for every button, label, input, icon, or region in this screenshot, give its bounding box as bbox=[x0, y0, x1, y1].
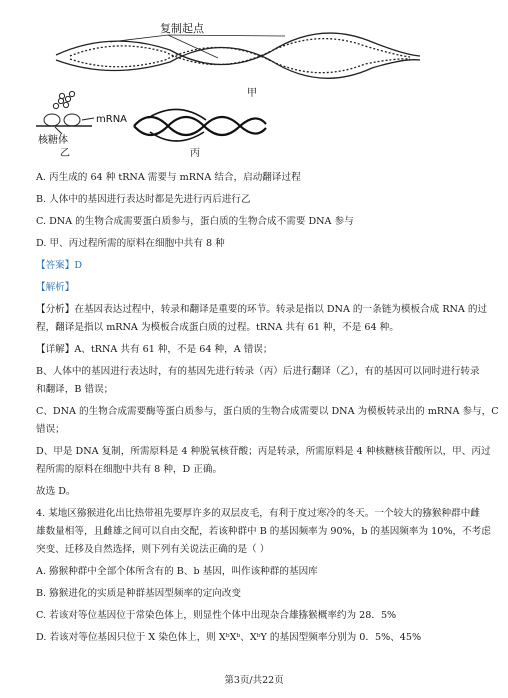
q4-stem-line-2: 雄数量相等，且雌雄之间可以自由交配，若该种群中 B 的基因频率为 90%，b 的基因频率为 10%，不考虑 bbox=[36, 526, 491, 537]
q3-option-d: D. 甲、丙过程所需的原料在细胞中共有 8 种 bbox=[36, 238, 225, 249]
transcription-diagram-bing bbox=[134, 109, 266, 141]
detail-line-4: C、DNA 的生物合成需要酶等蛋白质参与，蛋白质的生物合成需要以 DNA 为模板转录出的 mRNA 参与，C bbox=[36, 406, 499, 417]
answer-tag: 【答案】D bbox=[36, 260, 83, 271]
replication-origin-label: 复制起点 bbox=[160, 22, 204, 35]
detail-line-3: 和翻译，B 错误； bbox=[36, 384, 114, 395]
q4-stem-line-3: 突变、迁移及自然选择，则下列有关说法正确的是（ ） bbox=[36, 544, 270, 555]
q4-option-a: A. 猕猴种群中全部个体所含有的 B、b 基因，叫作该种群的基因库 bbox=[36, 566, 318, 577]
label-jia: 甲 bbox=[247, 88, 257, 99]
q4-stem-line-1: 4. 某地区猕猴进化出比热带祖先要厚许多的双层皮毛，有利于度过寒冷的冬天。一个较大的猕猴种群中雌 bbox=[36, 508, 480, 519]
dna-replication-diagram-jia bbox=[56, 33, 420, 78]
label-ribosome: 核糖体 bbox=[38, 135, 68, 146]
detail-line-2: B、人体中的基因进行表达时，有的基因先进行转录（丙）后进行翻译（乙），有的基因可以同时进行转录 bbox=[36, 366, 480, 377]
label-mrna: mRNA bbox=[96, 114, 128, 125]
q4-option-c: C. 若该对等位基因位于常染色体上，则显性个体中出现杂合雄猕猴概率约为 28．5% bbox=[36, 610, 397, 621]
q3-option-a: A. 丙生成的 64 种 tRNA 需要与 mRNA 结合，启动翻译过程 bbox=[36, 172, 301, 183]
analysis-line-2: 程，翻译是指以 mRNA 为模板合成蛋白质的过程。tRNA 共有 61 种，不是 64 种。 bbox=[36, 322, 399, 333]
q4-option-b: B. 猕猴进化的实质是种群基因型频率的定向改变 bbox=[36, 588, 242, 599]
analysis-line-1: 【分析】在基因表达过程中，转录和翻译是重要的环节。转录是指以 DNA 的一条链为模板合成 RNA 的过 bbox=[36, 304, 488, 315]
label-yi: 乙 bbox=[60, 148, 70, 159]
q4-option-d: D. 若该对等位基因只位于 X 染色体上，则 XᵇXᵇ、XᵇY 的基因型频率分别为 0．5%、45% bbox=[36, 632, 422, 643]
detail-line-5: 错误； bbox=[36, 424, 65, 435]
label-bing: 丙 bbox=[190, 148, 200, 159]
page-footer: 第3页/共22页 bbox=[224, 675, 284, 686]
replication-transcription-translation-figure bbox=[0, 0, 508, 168]
q3-option-c: C. DNA 的生物合成需要蛋白质参与，蛋白质的生物合成不需要 DNA 参与 bbox=[36, 216, 354, 227]
analysis-tag: 【解析】 bbox=[36, 282, 75, 293]
detail-line-6: D、甲是 DNA 复制，所需原料是 4 种脱氧核苷酸；丙是转录，所需原料是 4 种核糖核苷酸所以，甲、丙过 bbox=[36, 446, 491, 457]
conclusion: 故选 D。 bbox=[36, 486, 76, 497]
detail-line-1: 【详解】A、tRNA 共有 61 种，不是 64 种，A 错误； bbox=[36, 344, 273, 355]
q3-option-b: B. 人体中的基因进行表达时都是先进行丙后进行乙 bbox=[36, 194, 251, 205]
detail-line-7: 程所需的原料在细胞中共有 8 种，D 正确。 bbox=[36, 464, 223, 475]
translation-diagram-yi bbox=[36, 91, 94, 134]
